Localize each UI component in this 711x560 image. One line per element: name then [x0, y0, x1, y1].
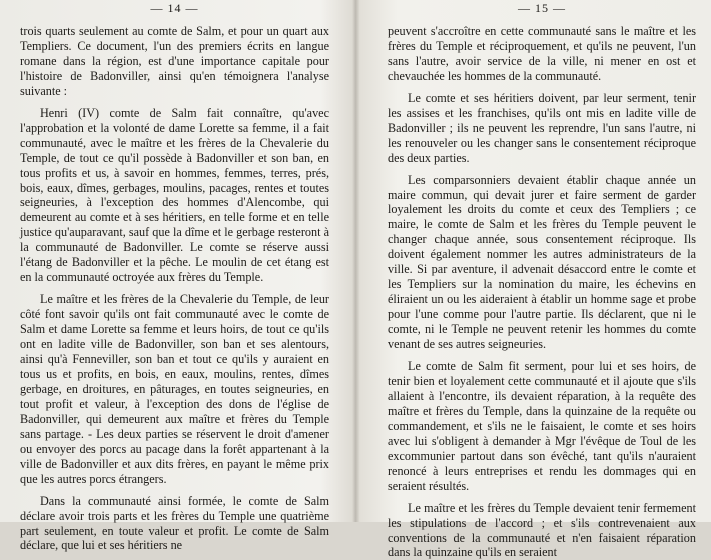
page-number-left: — 14 —: [150, 1, 199, 15]
paragraph: trois quarts seulement au comte de Salm, et pour un quart aux Templiers. Ce document, l'un des premiers écrits en langue romane dans la région, est d'une importance capitale pour l'histoire de Badonviller, ainsi qu'en témoignera l'analyse suivante :: [20, 24, 329, 98]
left-page-text: [20, 24, 329, 553]
right-page: [355, 0, 710, 560]
paragraph: Dans la communauté ainsi formée, le comte de Salm déclare avoir trois parts et les frères du Temple une quatrième part seulement, en toute valeur et profit. Le comte de Salm déclare, que lui et ses héritiers ne: [20, 493, 329, 553]
paragraph: Le comte de Salm fit serment, pour lui et ses hoirs, de tenir bien et loyalement cette communauté et il ajoute que s'ils allaient à l'encontre, ils devaient réparation, à la requête des maître et frères du Temple, dans la quinzaine de la requête ou commandement, et s'ils ne le faisaient, le comte et ses hoirs avec lui s'obligent à demander à Mgr l'évêque de Toul de les excommunier partout dans son évêché, tant qu'ils n'auraient renoncé à leurs entreprises et rendu les dommages qui en seraient résultés.: [388, 359, 696, 493]
paragraph: Les comparsonniers devaient établir chaque année un maire commun, qui devait jurer et faire serment de garder loyalement les droits du comte et ceux des Templiers ; ce maire, le comte de Salm et les frères du Temple peuvent le changer chaque année, sous consentement réciproque. Ils doivent également nommer les autres administrateurs de la ville. Si par aventure, il advenait désaccord entre le comte et les Templiers sur la nomination du maire, les échevins en éliraient un ou les aideraient à établir un homme sage et probe pour l'une comme pour l'autre partie. Ils déclarent, que ni le comte, ni le Temple ne peuvent retenir les hommes du comte venant de ses autres seigneuries.: [388, 172, 696, 352]
paragraph: Le maître et les frères du Temple devaient tenir fermement les stipulations de l'accord ; et s'ils contrevenaient aux conventions de la communauté et n'en faisaient réparation dans la quinzaine qu'ils en seraient: [388, 500, 696, 560]
right-page-text: [388, 24, 696, 560]
paragraph: Le maître et les frères de la Chevalerie du Temple, de leur côté font savoir qu'ils ont fait communauté avec le comte de Salm et dame Lorette sa femme et leurs hoirs, de tout ce qu'ils ont en ladite ville de Badonviller, son ban et ses alentours, ainsi qu'à Fenneviller, son ban et tout ce qu'ils y auraient en tous us et profits, en bois, en eaux, moulins, rentes, dîmes gerbage, en droitures, en pâturages, en toutes seigneuries, en tout profit et valeur, à l'exception des dons de l'église de Badonviller, qui demeurent aux maître et frères du Temple sans partage. - Les deux parties se réservent le droit d'amener ou envoyer des porcs au pacage dans la forêt appartenant à la ville de Badonviller et aux dits frères, en payant le même prix que les autres porcs étrangers.: [20, 292, 329, 486]
left-page: [0, 0, 355, 553]
paragraph: peuvent s'accroître en cette communauté sans le maître et les frères du Temple et réciproquement, et qu'ils ne peuvent, l'un sans l'autre, avoir service de la ville, ni mener en ost et chevauchée les hommes de la communauté.: [388, 24, 696, 83]
paragraph: Le comte et ses héritiers doivent, par leur serment, tenir les assises et les franchises, qu'ils ont mis en ladite ville de Badonviller ; ils ne peuvent les reprendre, l'un sans l'autre, ni les renouveler ou les changer sans le consentement réciproque des deux parties.: [388, 90, 696, 165]
paragraph: Henri (IV) comte de Salm fait connaître, qu'avec l'approbation et la volonté de dame Lorette sa femme, il a fait communauté, avec le maître et les frères de la Chevalerie du Temple, de tout ce qu'il possède à Badonviller et son ban, en tous profits et us, à savoir en hommes, femmes, terres, prés, bois, eaux, dîmes, gerbages, moulins, pacages, rentes et toutes seigneuries, à l'exception des hommes d'Alencombe, qui demeurent au comte et à ses héritiers, en telle forme et en telle justice qu'auparavant, sauf que la dîme et le gerbage resteront à la communauté de Badonviller. Le comte se réserve aussi l'étang de Badonviller et la pêche. Le moulin de cet étang est en la communauté octroyée aux frères du Temple.: [20, 105, 329, 285]
page-number-right: — 15 —: [518, 1, 566, 15]
